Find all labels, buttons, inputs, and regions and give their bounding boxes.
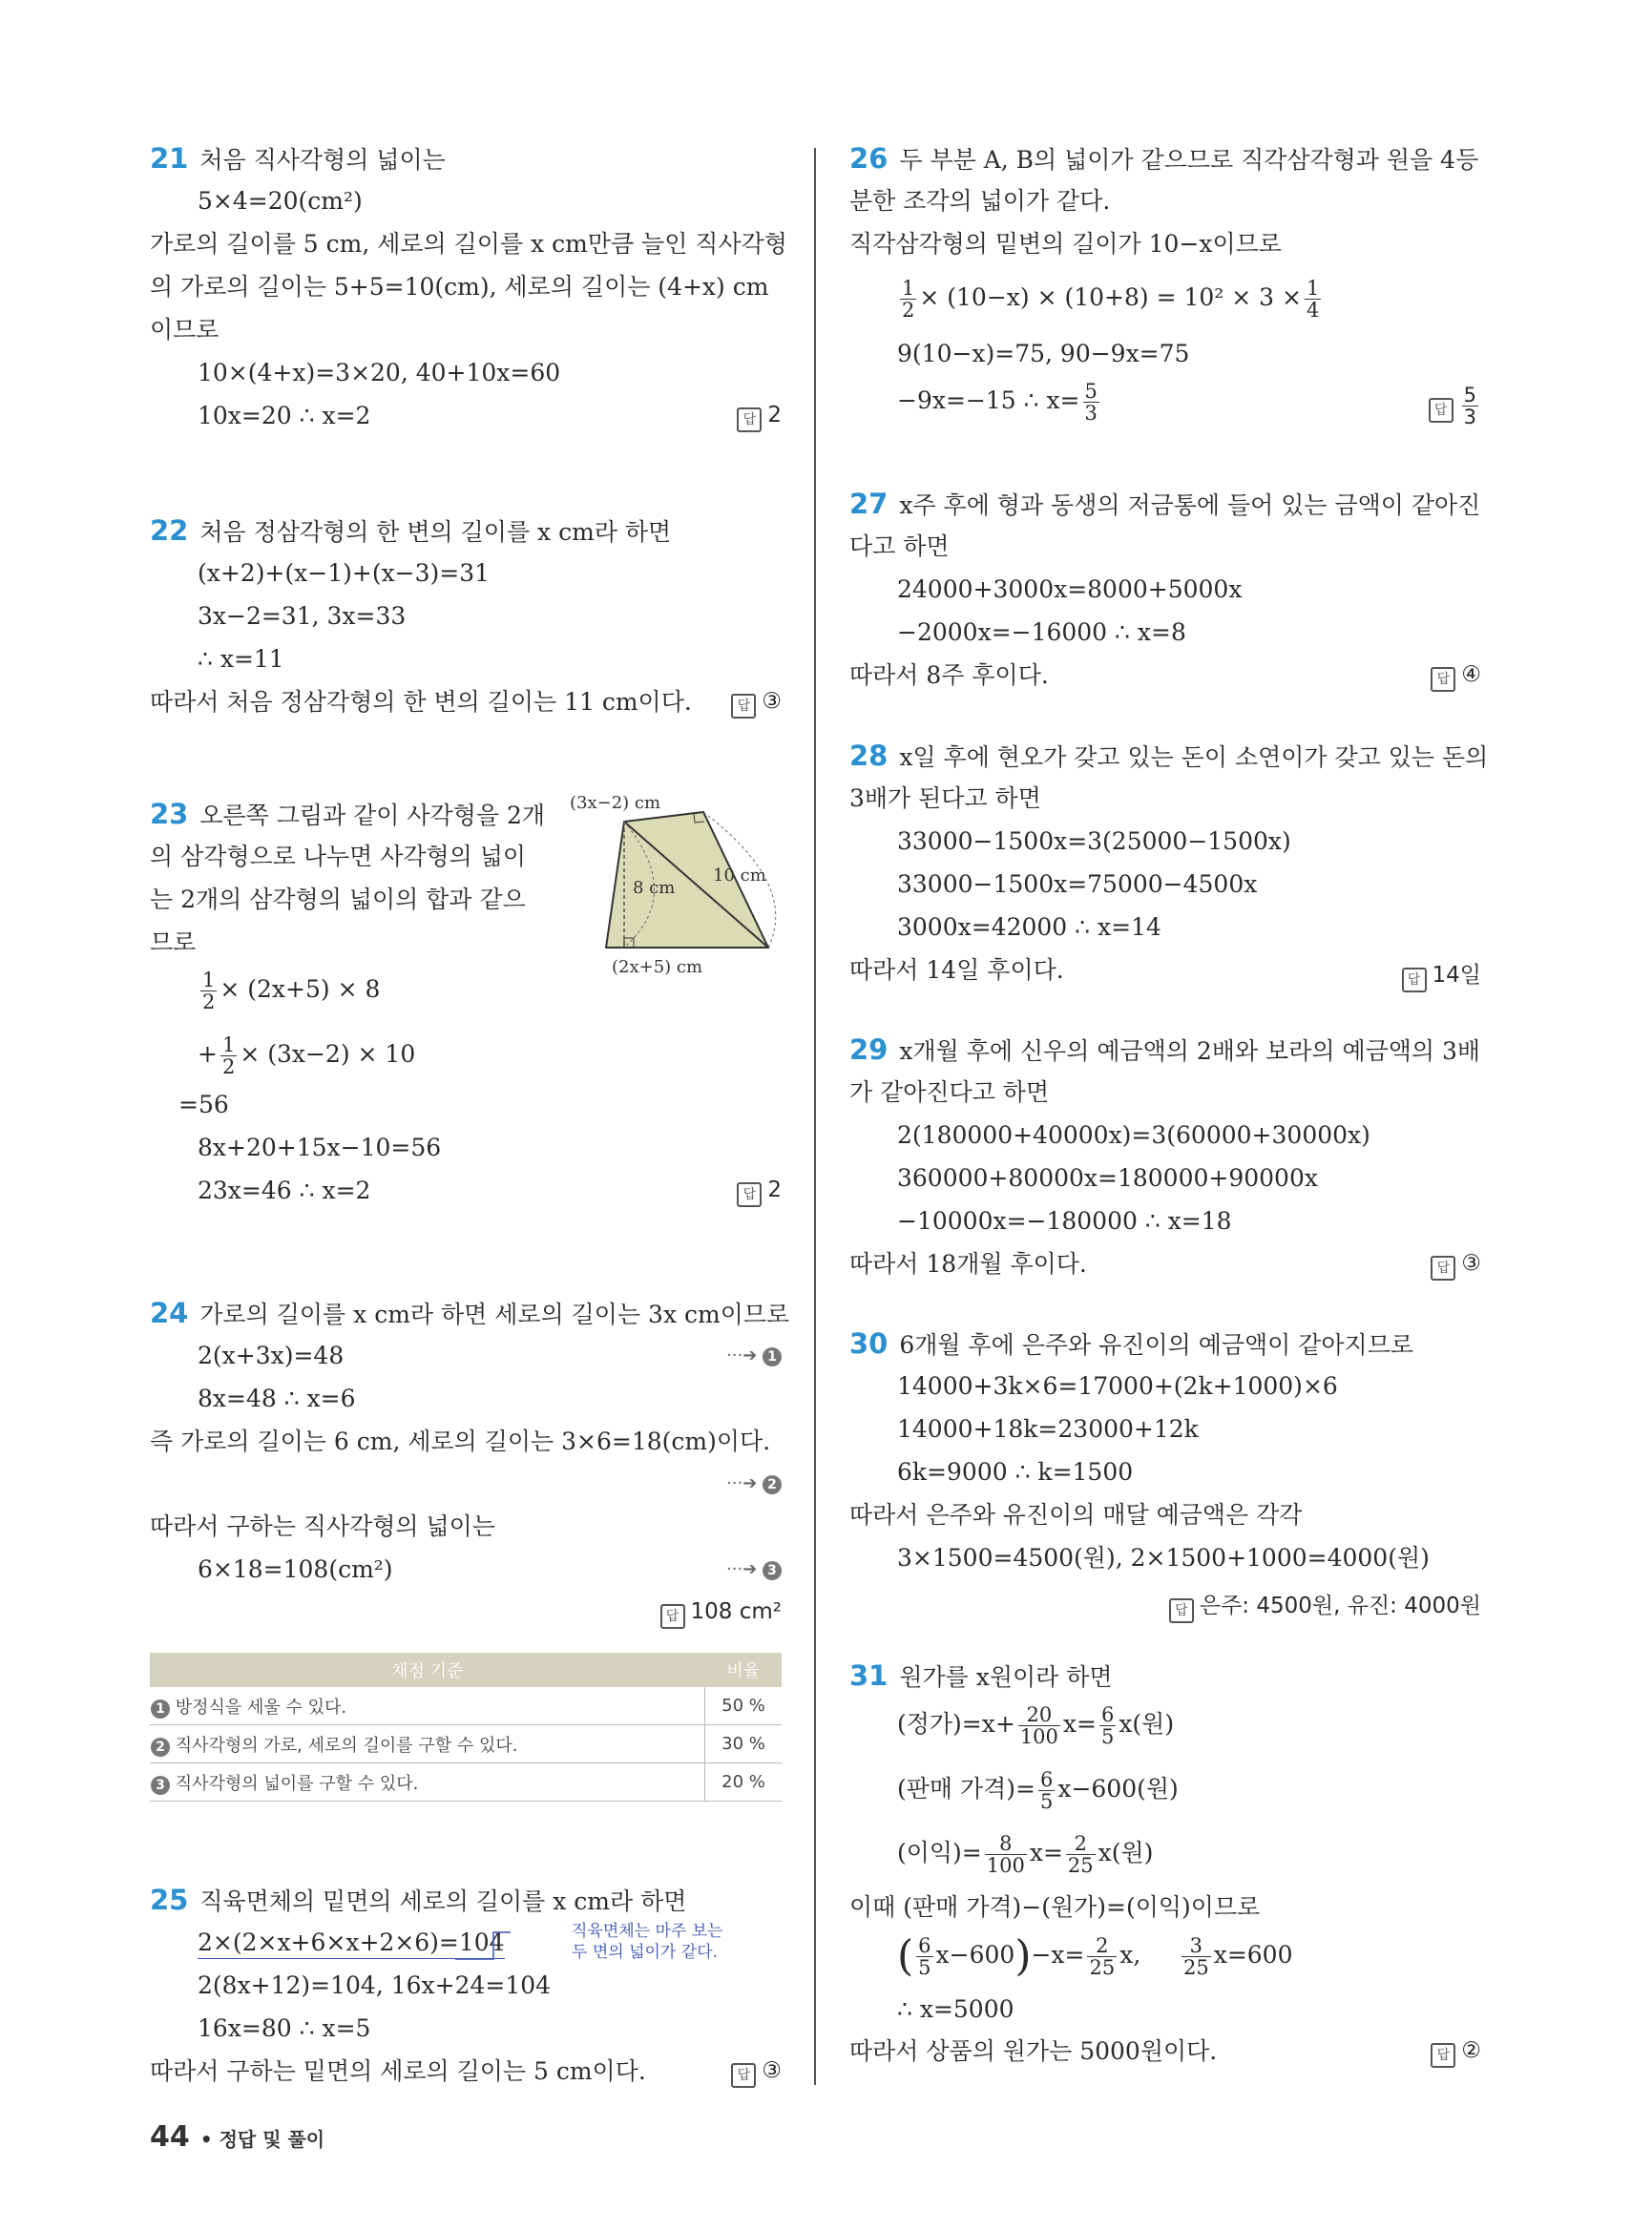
answer-mark-icon: 답 <box>1431 1256 1455 1281</box>
text-line: 다고 하면 <box>849 532 950 560</box>
equation: ( $\frac{6}{5}$ x−600)−x= $\frac{2}{25}$ x, $\frac{3}{25}$ x=600 <box>897 1931 1293 1981</box>
problem-number: 23 <box>150 798 189 830</box>
table-row: 1 방정식을 세울 수 있다. 50 % <box>150 1687 782 1725</box>
equation: 24000+3000x=8000+5000x <box>897 575 1243 603</box>
page-number: 44 <box>150 2120 190 2154</box>
problem-number: 30 <box>849 1327 889 1360</box>
equation: 10×(4+x)=3×20, 40+10x=60 <box>198 359 561 386</box>
equation: (정가)=x+ $\frac{20}{100}$ x= $\frac{6}{5}$ x(원) <box>897 1703 1175 1748</box>
text-line: 따라서 18개월 후이다. <box>849 1250 1087 1278</box>
label-bottom: (2x+5) cm <box>612 957 703 977</box>
answer-mark-icon: 답 <box>737 1182 762 1207</box>
label-height: 8 cm <box>633 878 676 898</box>
answer-mark-icon: 답 <box>731 2063 756 2088</box>
text-line: 가 같아진다고 하면 <box>849 1078 1050 1106</box>
answer: 답 ③ <box>1431 1251 1481 1281</box>
answer-mark-icon: 답 <box>1431 667 1455 692</box>
equation: 8x=48 ∴ x=6 <box>198 1385 356 1412</box>
page-footer <box>150 2120 324 2154</box>
answer-mark-icon: 답 <box>1429 398 1453 423</box>
answer-mark-icon: 답 <box>660 1604 685 1629</box>
text-line: 따라서 구하는 밑면의 세로의 길이는 5 cm이다. <box>150 2057 646 2085</box>
answer: 답 2 <box>737 1178 782 1207</box>
problem-number: 24 <box>150 1297 189 1329</box>
equation: 23x=46 ∴ x=2 <box>198 1177 371 1204</box>
step-marker-3: ···➔ 3 <box>726 1559 782 1580</box>
text-line: 따라서 8주 후이다. <box>849 661 1049 689</box>
grading-table <box>150 1653 782 1802</box>
equation: (이익)= $\frac{8}{100}$ x= $\frac{2}{25}$ x(원) <box>897 1832 1154 1877</box>
equation: 6×18=108(cm²) <box>198 1555 393 1583</box>
equation: (x+2)+(x−1)+(x−3)=31 <box>198 559 491 587</box>
equation: 8x+20+15x−10=56 <box>198 1134 442 1161</box>
text-line: 므로 <box>150 928 197 956</box>
answer: 답 2 <box>737 403 782 432</box>
equation: 2(180000+40000x)=3(60000+30000x) <box>897 1121 1370 1149</box>
text-line: 따라서 상품의 원가는 5000원이다. <box>849 2037 1218 2065</box>
trapezoid-figure <box>570 789 789 980</box>
equation: 2×(2×x+6×x+2×6)=104 <box>198 1928 505 1959</box>
equation: 360000+80000x=180000+90000x <box>897 1164 1318 1192</box>
equation: 5×4=20(cm²) <box>198 187 363 215</box>
problem-number: 26 <box>849 142 889 175</box>
equation: 6k=9000 ∴ k=1500 <box>897 1458 1134 1486</box>
table-row: 3 직사각형의 넓이를 구할 수 있다. 20 % <box>150 1763 782 1802</box>
answer: 답 ③ <box>731 2058 782 2088</box>
equation: 16x=80 ∴ x=5 <box>198 2014 371 2042</box>
equation: $\frac{1}{2}$ × (2x+5) × 8 <box>202 969 381 1013</box>
side-note: 직육면체는 마주 보는 두 면의 넓이가 같다. <box>572 1922 723 1962</box>
equation: 3×1500=4500(원), 2×1500+1000=4000(원) <box>897 1544 1430 1572</box>
footer-label: • 정답 및 풀이 <box>199 2128 325 2151</box>
problem-number: 28 <box>849 740 889 772</box>
answer-mark-icon: 답 <box>737 407 762 432</box>
answer: 답 $\frac{5}{3}$ <box>1429 385 1481 427</box>
text-line: 의 가로의 길이는 5+5=10(cm), 세로의 길이는 (4+x) cm <box>150 273 769 301</box>
text-line: 가로의 길이를 5 cm, 세로의 길이를 x cm만큼 늘인 직사각형 <box>150 230 787 258</box>
answer: 답 은주: 4500원, 유진: 4000원 <box>1169 1588 1481 1623</box>
column-divider <box>814 148 816 2085</box>
label-right: 10 cm <box>713 865 766 886</box>
answer-mark-icon: 답 <box>1402 968 1427 992</box>
equation: (판매 가격)= $\frac{6}{5}$ x−600(원) <box>897 1768 1179 1813</box>
text-line: 즉 가로의 길이는 6 cm, 세로의 길이는 3×6=18(cm)이다. <box>150 1428 771 1455</box>
answer-mark-icon: 답 <box>1431 2043 1455 2068</box>
equation: 33000−1500x=75000−4500x <box>897 870 1258 898</box>
answer: 답 108 cm² <box>660 1599 782 1629</box>
text-line: 분한 조각의 넓이가 같다. <box>849 187 1111 215</box>
text-line: 이므로 <box>150 316 220 344</box>
grading-header-criteria: 채점 기준 <box>150 1653 705 1687</box>
problem-number: 21 <box>150 142 189 175</box>
answer: 답 ② <box>1431 2038 1481 2068</box>
equation: 9(10−x)=75, 90−9x=75 <box>897 340 1190 367</box>
note-connector <box>455 1927 512 1965</box>
equation: 2(8x+12)=104, 16x+24=104 <box>198 1971 552 1999</box>
text-line: 따라서 구하는 직사각형의 넓이는 <box>150 1512 495 1540</box>
step-marker-1: ···➔ 1 <box>726 1345 782 1366</box>
problem-number: 27 <box>849 488 889 520</box>
equation: 3000x=42000 ∴ x=14 <box>897 913 1161 941</box>
text-line: 는 2개의 삼각형의 넓이의 합과 같으 <box>150 886 526 913</box>
text-line: 이때 (판매 가격)−(원가)=(이익)이므로 <box>849 1893 1261 1921</box>
equation: =56 <box>178 1091 229 1118</box>
text-line: 따라서 처음 정삼각형의 한 변의 길이는 11 cm이다. <box>150 688 692 716</box>
label-top: (3x−2) cm <box>570 793 661 813</box>
equation: $\frac{1}{2}$ × (10−x) × (10+8) = 10² × 3 × $\frac{1}{4}$ <box>902 277 1320 322</box>
step-marker-2: ···➔ 2 <box>726 1473 782 1494</box>
problem-number: 31 <box>849 1659 889 1692</box>
equation: ∴ x=11 <box>198 645 284 673</box>
answer-mark-icon: 답 <box>1169 1598 1194 1623</box>
equation: 14000+18k=23000+12k <box>897 1415 1199 1443</box>
equation: −2000x=−16000 ∴ x=8 <box>897 618 1186 646</box>
problem-number: 22 <box>150 514 189 547</box>
text-line: 3배가 된다고 하면 <box>849 784 1041 812</box>
equation: 33000−1500x=3(25000−1500x) <box>897 827 1291 855</box>
answer-mark-icon: 답 <box>731 694 756 719</box>
text-line: 의 삼각형으로 나누면 사각형의 넓이 <box>150 843 527 870</box>
equation: 10x=20 ∴ x=2 <box>198 402 371 429</box>
equation: −9x=−15 ∴ x= $\frac{5}{3}$ <box>897 380 1098 425</box>
answer: 답 14일 <box>1402 957 1482 992</box>
text-line: 따라서 은주와 유진이의 매달 예금액은 각각 <box>849 1501 1303 1529</box>
equation: −10000x=−180000 ∴ x=18 <box>897 1207 1232 1235</box>
grading-header-rate: 비율 <box>705 1653 783 1687</box>
answer: 답 ③ <box>731 689 782 719</box>
text-line: 따라서 14일 후이다. <box>849 956 1064 984</box>
equation: 14000+3k×6=17000+(2k+1000)×6 <box>897 1372 1338 1400</box>
equation: ∴ x=5000 <box>897 1995 1014 2023</box>
equation: + $\frac{1}{2}$ × (3x−2) × 10 <box>198 1033 416 1078</box>
text-line: 처음 직사각형의 넓이는 <box>199 146 446 174</box>
answer: 답 ④ <box>1431 662 1481 692</box>
problem-number: 25 <box>150 1884 189 1916</box>
table-row: 2 직사각형의 가로, 세로의 길이를 구할 수 있다. 30 % <box>150 1725 782 1763</box>
text-line: 직각삼각형의 밑변의 길이가 10−x이므로 <box>849 230 1282 258</box>
problem-number: 29 <box>849 1033 889 1066</box>
equation: 3x−2=31, 3x=33 <box>198 602 407 630</box>
equation: 2(x+3x)=48 <box>198 1342 345 1369</box>
